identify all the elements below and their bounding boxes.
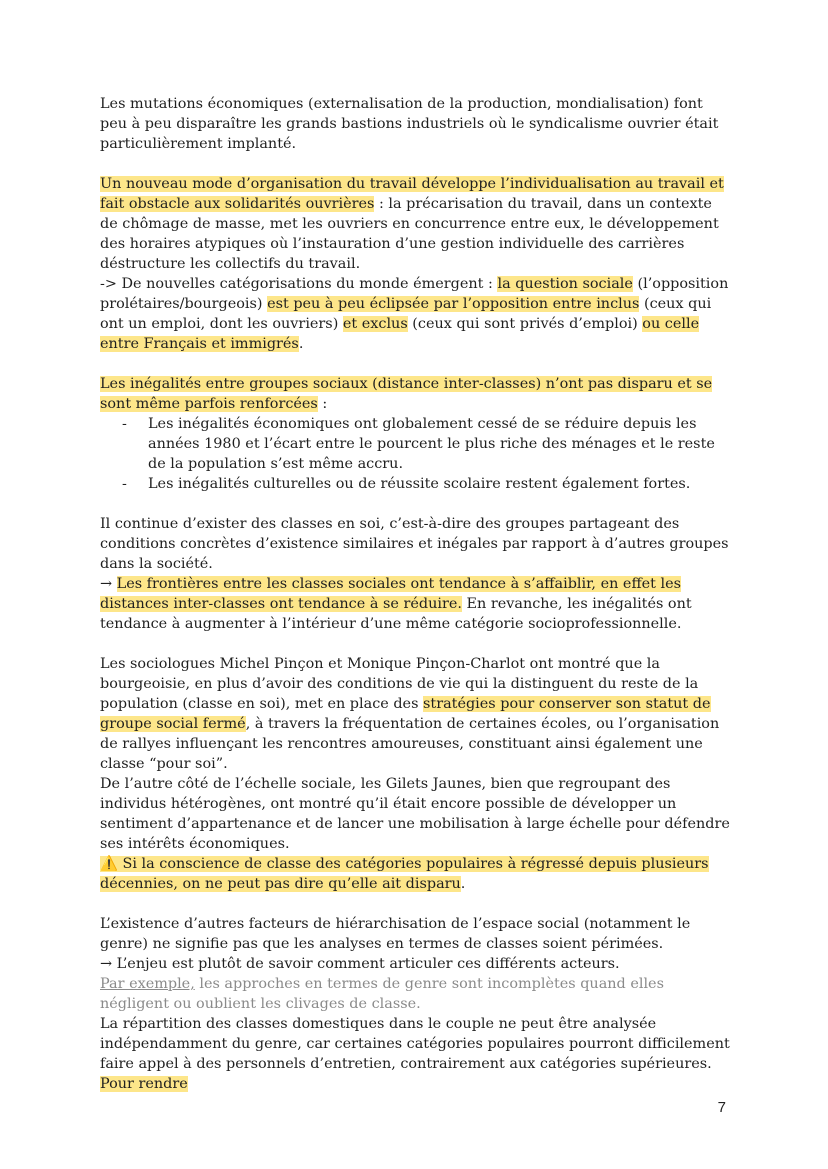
paragraph-exemple: Par exemple, les approches en termes de genre sont incomplètes quand elles négligent ou oublient les clivages de classe.: [100, 976, 664, 1012]
page-number: 7: [717, 1099, 726, 1116]
highlight: Pour rendre: [100, 1076, 188, 1092]
paragraph-gilets-jaunes: De l’autre côté de l’échelle sociale, les Gilets Jaunes, bien que regroupant des individus hétérogènes, ont montré qu’il était encore possible de développer un sentiment d’appartenance et de lancer une mobilisation à large échelle pour défendre ses intérêts économiques.: [100, 776, 730, 852]
warning-icon: ⚠️: [100, 856, 118, 872]
highlight: est peu à peu éclipsée par l’opposition entre inclus: [267, 296, 640, 312]
highlight: Les frontières entre les classes sociales ont tendance à s’affaiblir, en effet les distances inter-classes ont tendance à se réduire.: [100, 576, 682, 612]
highlight: stratégies pour conserver son statut de groupe social fermé: [100, 696, 711, 732]
paragraph-repartition: La répartition des classes domestiques dans le couple ne peut être analysée indépendamment du genre, car certaines catégories populaires pourront difficilement faire appel à des personnels d’entretien, contrairement aux catégories supérieures. Pour rendre: [100, 1016, 730, 1092]
list-item: - Les inégalités culturelles ou de réussite scolaire restent également fortes.: [148, 474, 730, 494]
list-item: - Les inégalités économiques ont globalement cessé de se réduire depuis les années 1980 et l’écart entre le pourcent le plus riche des ménages et le reste de la population s’est même accru.: [148, 414, 730, 474]
paragraph-organisation-travail: Un nouveau mode d’organisation du travail développe l’individualisation au travail et fait obstacle aux solidarités ouvrières : la précarisation du travail, dans un contexte de chômage de masse, met les ouvriers en concurrence entre eux, le développement des horaires atypiques où l’instauration d’une gestion individuelle des carrières déstructure les collectifs du travail.: [100, 176, 724, 272]
paragraph-inegalites: Les inégalités entre groupes sociaux (distance inter-classes) n’ont pas disparu et se sont même parfois renforcées :: [100, 376, 713, 412]
paragraph-categorisations: -> De nouvelles catégorisations du monde émergent : la question sociale (l’opposition prolétaires/bourgeois) est peu à peu éclipsée par l’opposition entre inclus (ceux qui ont un emploi, dont les ouvriers) et exclus (ceux qui sont privés d’emploi) ou celle entre Français et immigrés.: [100, 276, 729, 352]
arrow-icon: →: [100, 576, 117, 592]
highlight: ou celle entre Français et immigrés: [100, 316, 700, 352]
inegalites-list: [100, 414, 730, 494]
highlight: la question sociale: [497, 276, 633, 292]
paragraph-enjeu: → L’enjeu est plutôt de savoir comment articuler ces différents acteurs.: [100, 956, 620, 972]
paragraph-classes-en-soi: Il continue d’exister des classes en soi, c’est-à-dire des groupes partageant des conditions concrètes d’existence similaires et inégales par rapport à d’autres groupes dans la société.: [100, 516, 729, 572]
paragraph-mutations: Les mutations économiques (externalisation de la production, mondialisation) font peu à peu disparaître les grands bastions industriels où le syndicalisme ouvrier était particulièrement implanté.: [100, 96, 719, 152]
highlight: ⚠️ Si la conscience de classe des catégories populaires à régressé depuis plusieurs décennies, on ne peut pas dire qu’elle ait disparu: [100, 856, 709, 892]
document-page: [100, 94, 730, 1094]
paragraph-frontieres: → Les frontières entre les classes sociales ont tendance à s’affaiblir, en effet les distances inter-classes ont tendance à se réduire. En revanche, les inégalités ont tendance à augmenter à l’intérieur d’une même catégorie socioprofessionnelle.: [100, 576, 692, 632]
paragraph-pincon: Les sociologues Michel Pinçon et Monique Pinçon-Charlot ont montré que la bourgeoisie, en plus d’avoir des conditions de vie qui la distinguent du reste de la population (classe en soi), met en place des stratégies pour conserver son statut de groupe social fermé, à travers la fréquentation de certaines écoles, ou l’organisation de rallyes influençant les rencontres amoureuses, constituant ainsi également une classe “pour soi”.: [100, 656, 720, 772]
highlight: et exclus: [342, 316, 408, 332]
paragraph-conscience-classe: ⚠️ Si la conscience de classe des catégories populaires à régressé depuis plusieurs décennies, on ne peut pas dire qu’elle ait disparu.: [100, 856, 709, 892]
paragraph-hierarchisation: L’existence d’autres facteurs de hiérarchisation de l’espace social (notamment le genre) ne signifie pas que les analyses en termes de classes soient périmées.: [100, 916, 691, 952]
highlight: Les inégalités entre groupes sociaux (distance inter-classes) n’ont pas disparu et se sont même parfois renforcées: [100, 376, 713, 412]
highlight: Un nouveau mode d’organisation du travail développe l’individualisation au travail et fait obstacle aux solidarités ouvrières: [100, 176, 724, 212]
